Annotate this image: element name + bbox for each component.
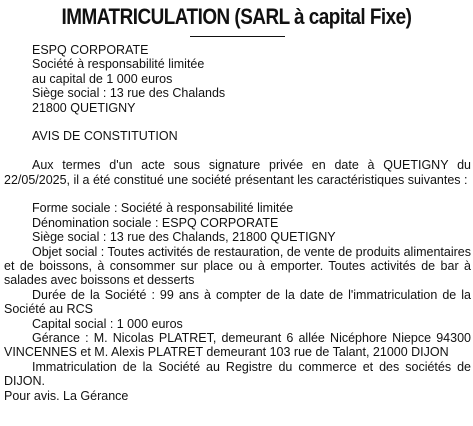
- legal-notice-body: [4, 43, 471, 403]
- company-capital: au capital de 1 000 euros: [32, 71, 173, 86]
- notice-title: AVIS DE CONSTITUTION: [32, 129, 178, 144]
- company-name: ESPQ CORPORATE: [32, 43, 149, 57]
- spacer: [4, 144, 471, 158]
- denomination-sociale: Dénomination sociale : ESPQ CORPORATE: [32, 215, 279, 230]
- siege-social: Siège social : 13 rue des Chalands, 21800 QUETIGNY: [32, 230, 336, 245]
- company-form: Société à responsabilité limitée: [32, 57, 205, 72]
- capital-social: Capital social : 1 000 euros: [32, 316, 183, 331]
- gerance: Gérance : M. Nicolas PLATRET, demeurant 6 allée Nicéphore Niepce 94300 VINCENNES et M. Alexis PLATRET demeurant 103 rue de Talant, 21000 DIJON: [4, 331, 471, 360]
- company-address: Siège social : 13 rue des Chalands: [32, 86, 226, 101]
- heading-underline: [190, 36, 285, 37]
- company-block: [4, 43, 471, 115]
- intro-paragraph: Aux termes d'un acte sous signature privée en date à QUETIGNY du 22/05/2025, il a été constitué une société présentant les caractéristiques suivantes :: [4, 158, 471, 187]
- notice-heading: IMMATRICULATION (SARL à capital Fixe): [61, 4, 412, 29]
- spacer: [4, 187, 471, 201]
- closing-line: Pour avis. La Gérance: [4, 388, 129, 403]
- spacer: [4, 115, 471, 129]
- immatriculation-rcs: Immatriculation de la Société au Registre du commerce et des sociétés de DIJON.: [4, 359, 471, 389]
- company-postcode-city: 21800 QUETIGNY: [32, 100, 136, 115]
- duree-societe: Durée de la Société : 99 ans à compter de la date de l'immatriculation de la Société au RCS: [4, 287, 471, 317]
- forme-sociale: Forme sociale : Société à responsabilité limitée: [32, 201, 294, 216]
- objet-social: Objet social : Toutes activités de restauration, de vente de produits alimentaires et de boissons, à consommer sur place ou à emporter. Toutes activités de bar à salades avec boissons et desserts: [4, 244, 471, 288]
